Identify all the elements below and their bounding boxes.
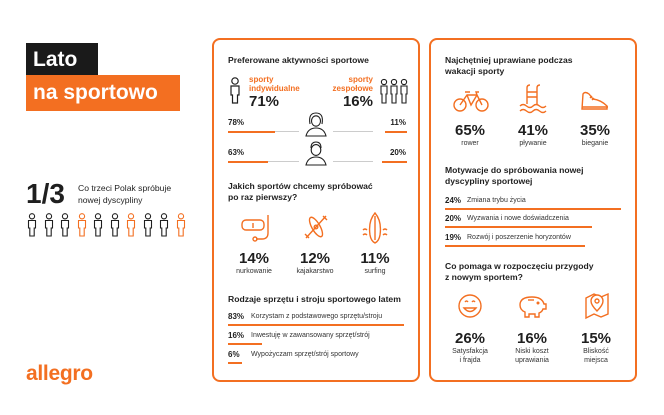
person-icon <box>142 213 154 237</box>
gear-row-pct-1: 83% <box>228 312 245 321</box>
person-icon <box>26 213 38 237</box>
person-highlighted-icon <box>125 213 137 237</box>
vacation-pct-1: 65% <box>454 122 486 139</box>
allegro-logo: allegro <box>26 362 93 385</box>
vacation-pct-2: 41% <box>517 122 549 139</box>
men-divider-line <box>268 161 299 162</box>
women-divider-line-right <box>333 131 373 132</box>
person-icon <box>109 213 121 237</box>
gear-bar-1 <box>228 324 404 326</box>
help-pct-2: 16% <box>516 330 548 347</box>
men-individual-bar <box>228 161 268 163</box>
women-team-pct: 11% <box>390 118 406 127</box>
men-individual-pct: 63% <box>228 148 245 157</box>
help-title-line-1: Co pomaga w rozpoczęciu przygody <box>445 261 594 271</box>
stat-value: 1/3 <box>26 178 65 209</box>
people-row <box>26 213 191 237</box>
woman-icon <box>302 111 330 137</box>
help-label-1b: i frajda <box>459 357 481 364</box>
swimming-pool-icon <box>519 84 547 114</box>
map-pin-icon <box>584 290 610 320</box>
women-individual-bar <box>228 131 275 133</box>
motivation-row-pct-3: 19% <box>445 233 462 242</box>
men-team-pct: 20% <box>389 148 406 157</box>
snorkel-icon <box>240 214 272 242</box>
person-individual-icon <box>228 77 242 105</box>
help-label-3b: miejsca <box>584 357 608 364</box>
team-pct: 16% <box>342 93 373 110</box>
title-line-2: na sportowo <box>26 75 180 111</box>
try-sports-title-line-1: Jakich sportów chcemy spróbować <box>228 181 373 191</box>
piggy-bank-icon <box>516 293 548 319</box>
person-icon <box>43 213 55 237</box>
bicycle-icon <box>453 90 489 112</box>
gear-row-pct-2: 16% <box>228 331 245 340</box>
try-sport-pct-3: 11% <box>360 250 390 267</box>
title-line-1: Lato <box>26 43 98 77</box>
motivation-bar-2 <box>445 226 592 228</box>
motivation-title-line-1: Motywacje do spróbowania nowej <box>445 165 584 175</box>
surfboard-icon <box>362 212 388 244</box>
stat-text-line-2: nowej dyscypliny <box>78 195 143 205</box>
individual-label-2: indywidualne <box>249 84 300 93</box>
women-divider-line <box>275 131 299 132</box>
help-label-3a: Bliskość <box>583 348 609 355</box>
team-label-1: sporty <box>348 75 373 84</box>
gear-row-text-3: Wypożyczam sprzęt/strój sportowy <box>251 351 359 358</box>
gear-title: Rodzaje sprzętu i stroju sportowego latem <box>228 294 401 304</box>
motivation-row-text-3: Rozwój i poszerzenie horyzontów <box>467 234 571 241</box>
gear-row-text-2: Inwestuję w zawansowany sprzęt/strój <box>251 332 370 339</box>
help-title-line-2: z nowym sportem? <box>445 272 523 282</box>
gear-row-text-1: Korzystam z podstawowego sprzętu/stroju <box>251 313 383 320</box>
try-sport-label-3: surfing <box>364 268 386 275</box>
smile-icon <box>457 293 483 319</box>
person-icon <box>92 213 104 237</box>
running-shoe-icon <box>580 90 610 112</box>
men-team-bar <box>382 161 407 163</box>
motivation-bar-1 <box>445 208 621 210</box>
individual-pct: 71% <box>249 93 280 110</box>
men-divider-line-right <box>333 161 373 162</box>
vacation-pct-3: 35% <box>579 122 611 139</box>
motivation-row-pct-1: 24% <box>445 196 462 205</box>
try-sport-label-1: nurkowanie <box>236 268 272 275</box>
person-icon <box>59 213 71 237</box>
person-highlighted-icon <box>175 213 187 237</box>
motivation-row-pct-2: 20% <box>445 214 462 223</box>
women-individual-pct: 78% <box>228 118 245 127</box>
help-label-2a: Niski koszt <box>515 348 549 355</box>
person-icon <box>158 213 170 237</box>
gear-bar-2 <box>228 343 262 345</box>
try-sport-pct-1: 14% <box>238 250 270 267</box>
stat-text-line-1: Co trzeci Polak spróbuje <box>78 183 172 193</box>
motivation-row-text-2: Wyzwania i nowe doświadczenia <box>467 215 569 222</box>
kayak-icon <box>302 212 330 242</box>
try-sports-title-line-2: po raz pierwszy? <box>228 192 298 202</box>
motivation-row-text-1: Zmiana trybu życia <box>467 197 526 204</box>
vacation-label-1: rower <box>461 140 479 147</box>
vacation-title-line-1: Najchętniej uprawiane podczas <box>445 55 573 65</box>
help-label-2b: uprawiania <box>515 357 549 364</box>
try-sport-pct-2: 12% <box>299 250 331 267</box>
preferred-title: Preferowane aktywności sportowe <box>228 55 369 65</box>
try-sport-label-2: kajakarstwo <box>296 268 334 275</box>
team-label-2: zespołowe <box>332 84 373 93</box>
vacation-label-2: pływanie <box>519 140 547 147</box>
people-team-icon <box>379 78 409 106</box>
person-highlighted-icon <box>76 213 88 237</box>
gear-row-pct-3: 6% <box>228 350 240 359</box>
gear-bar-3 <box>228 362 242 364</box>
women-team-bar <box>385 131 407 133</box>
vacation-label-3: bieganie <box>581 140 609 147</box>
help-pct-1: 26% <box>454 330 486 347</box>
individual-label-1: sporty <box>249 75 274 84</box>
motivation-bar-3 <box>445 245 585 247</box>
man-icon <box>302 140 330 166</box>
help-label-1a: Satysfakcja <box>452 348 488 355</box>
help-pct-3: 15% <box>580 330 612 347</box>
vacation-title-line-2: wakacji sporty <box>445 66 505 76</box>
motivation-title-line-2: dyscypliny sportowej <box>445 176 533 186</box>
